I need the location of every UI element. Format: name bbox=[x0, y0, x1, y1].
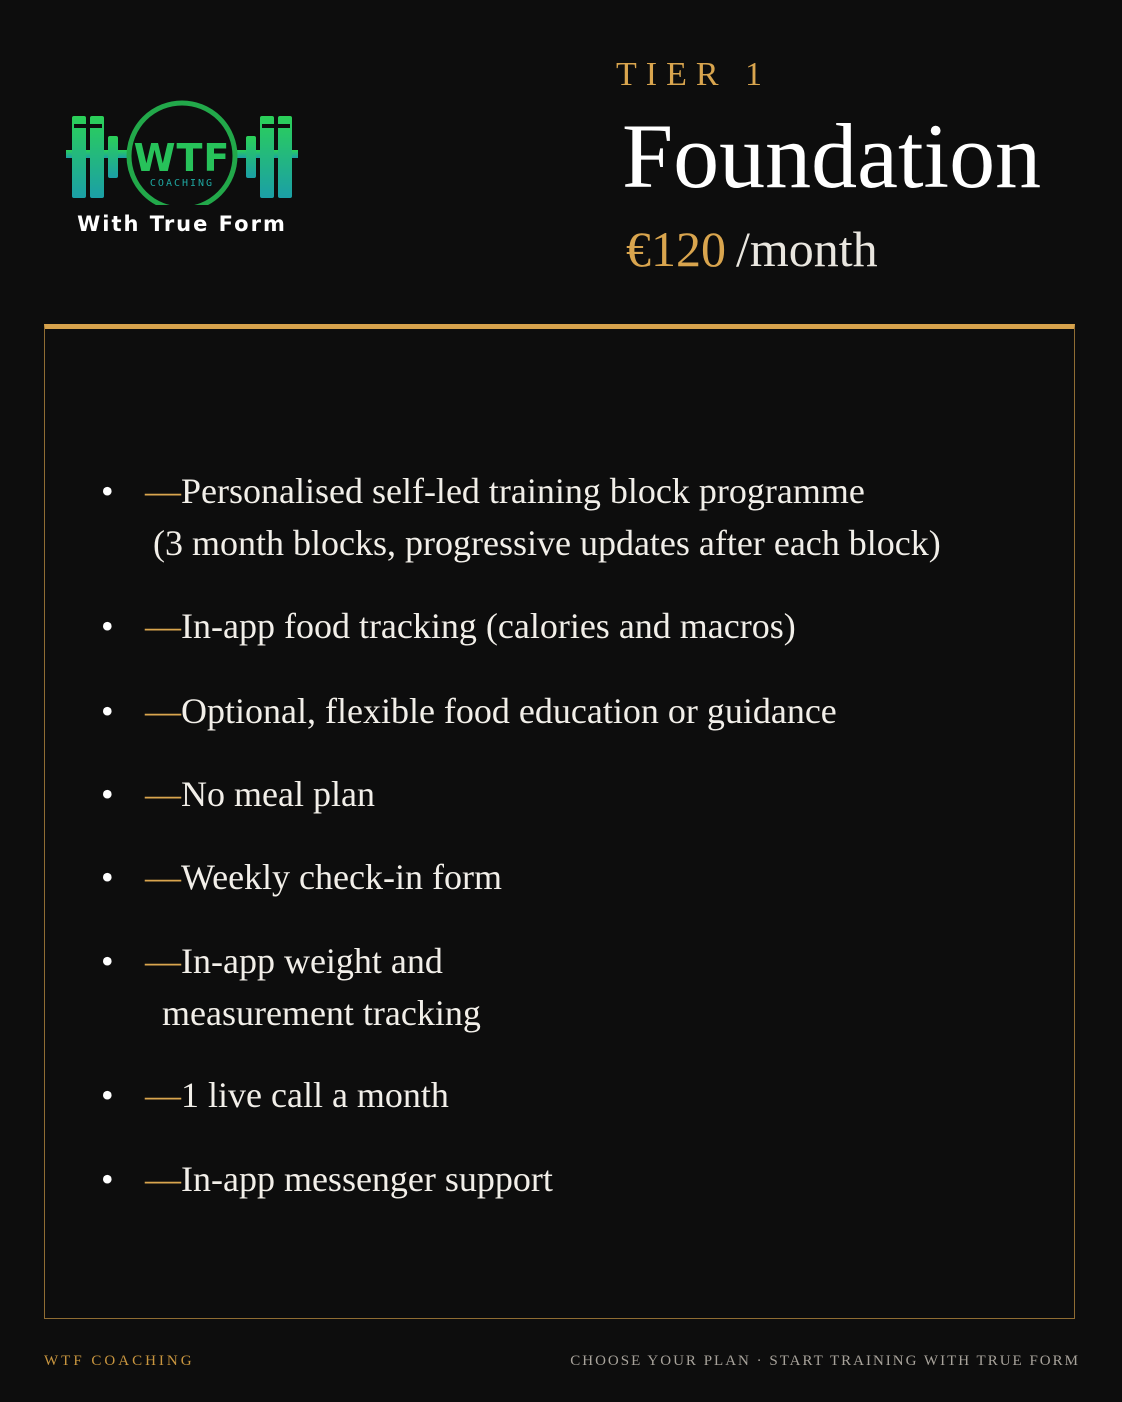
feature-subtext: measurement tracking bbox=[162, 993, 481, 1033]
plan-title: Foundation bbox=[622, 105, 1042, 207]
dash-icon: — bbox=[145, 857, 181, 897]
feature-text: Weekly check-in form bbox=[181, 857, 502, 897]
bullet-icon: • bbox=[101, 691, 114, 731]
price-row bbox=[626, 222, 878, 277]
bullet-icon: • bbox=[101, 857, 114, 897]
feature-text: Optional, flexible food education or guidance bbox=[181, 691, 837, 731]
feature-text: In-app messenger support bbox=[181, 1159, 553, 1199]
feature-text: Personalised self-led training block programme bbox=[181, 471, 865, 511]
price-period: /month bbox=[736, 221, 878, 277]
logo-mark: WTF bbox=[133, 136, 231, 180]
bullet-icon: • bbox=[101, 606, 114, 646]
bullet-icon: • bbox=[101, 1159, 114, 1199]
feature-text: In-app weight and bbox=[181, 941, 443, 981]
feature-text: In-app food tracking (calories and macros) bbox=[181, 606, 796, 646]
brand-logo bbox=[64, 100, 300, 246]
bullet-icon: • bbox=[101, 471, 114, 511]
footer-brand: WTF COACHING bbox=[44, 1353, 195, 1369]
dash-icon: — bbox=[145, 471, 181, 511]
dash-icon: — bbox=[145, 774, 181, 814]
dash-icon: — bbox=[145, 691, 181, 731]
dash-icon: — bbox=[145, 1075, 181, 1115]
dash-icon: — bbox=[145, 606, 181, 646]
plan-features-card bbox=[44, 324, 1075, 1319]
dash-icon: — bbox=[145, 941, 181, 981]
bullet-icon: • bbox=[101, 941, 114, 981]
feature-subtext: (3 month blocks, progressive updates after each block) bbox=[153, 523, 941, 563]
feature-text: No meal plan bbox=[181, 774, 375, 814]
tier-label: TIER 1 bbox=[616, 56, 772, 93]
feature-text: 1 live call a month bbox=[181, 1075, 449, 1115]
price-amount: €120 bbox=[626, 221, 726, 277]
logo-tagline: With True Form bbox=[77, 212, 287, 236]
dash-icon: — bbox=[145, 1159, 181, 1199]
logo-sub: COACHING bbox=[149, 178, 215, 189]
bullet-icon: • bbox=[101, 774, 114, 814]
footer-tagline: CHOOSE YOUR PLAN · START TRAINING WITH TRUE FORM bbox=[570, 1353, 1080, 1369]
bullet-icon: • bbox=[101, 1075, 114, 1115]
